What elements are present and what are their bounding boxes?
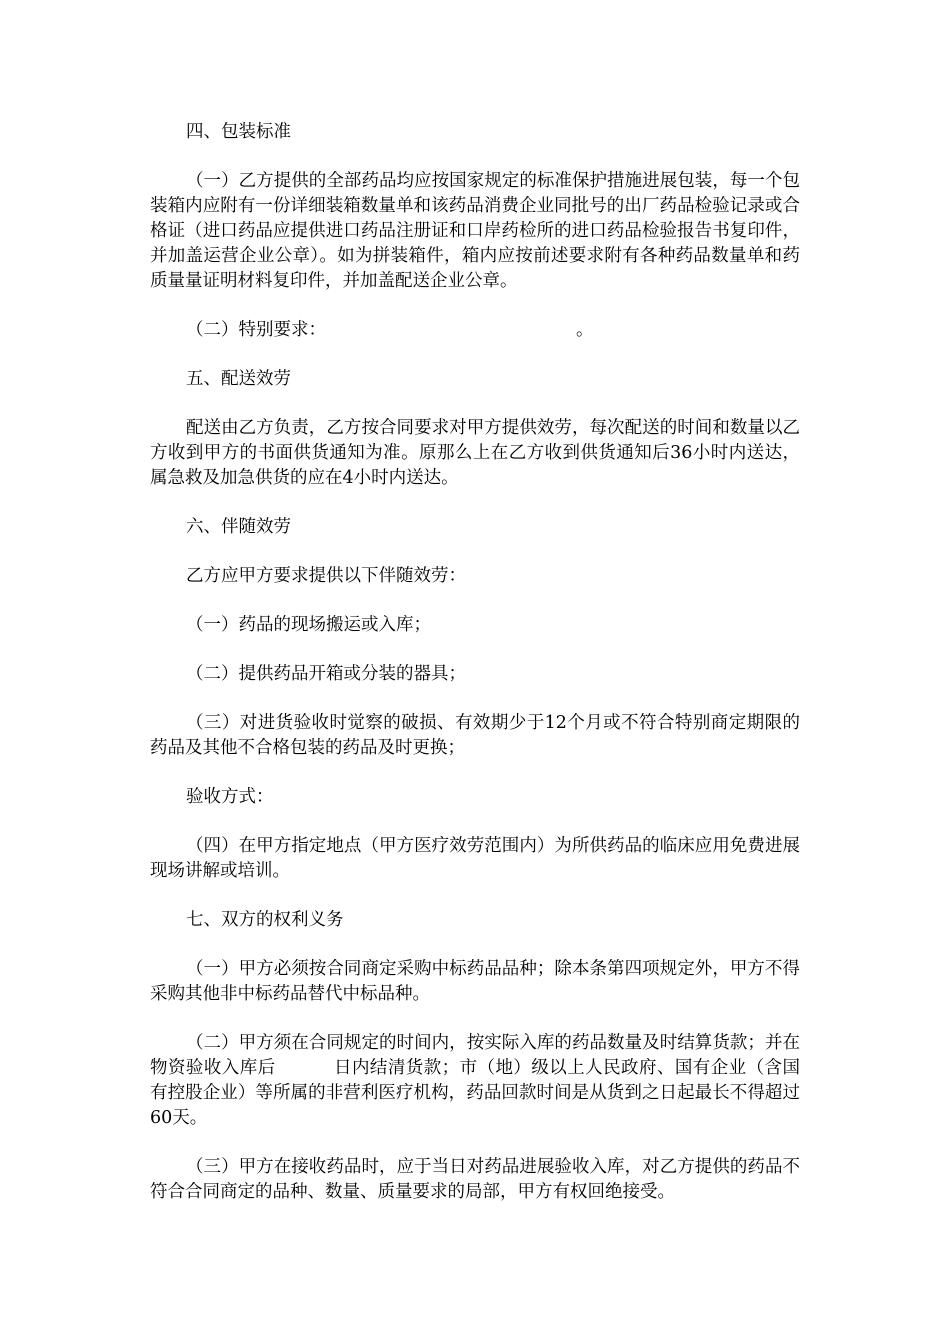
section-6-heading: 六、伴随效劳 [186, 517, 291, 537]
section-5-heading: 五、配送效劳 [186, 369, 291, 389]
section-7-heading: 七、双方的权利义务 [186, 910, 344, 930]
section-6-intro: 乙方应甲方要求提供以下伴随效劳： [186, 566, 466, 586]
section-4-paragraph-2 [150, 318, 800, 343]
section-4-heading: 四、包装标准 [186, 122, 291, 142]
document-page [150, 120, 800, 1229]
section-7-item-2 [150, 1031, 800, 1131]
section-6-item-4: （四）在甲方指定地点（甲方医疗效劳范围内）为所供药品的临床应用免费进展现场讲解或培训。 [150, 836, 800, 881]
payment-clause-start: （二）甲方须在合同规定的时间内，按实际入库的药品数量及时结算货款；并在物资验收入库后 [150, 1033, 800, 1078]
section-5-paragraph-1: 配送由乙方负责，乙方按合同要求对甲方提供效劳，每次配送的时间和数量以乙方收到甲方的书面供货通知为准。原那么上在乙方收到供货通知后36小时内送达，属急救及加急供货的应在4小时内送达。 [150, 418, 800, 488]
section-7-item-3: （三）甲方在接收药品时，应于当日对药品进展验收入库，对乙方提供的药品不符合合同商定的品种、数量、质量要求的局部，甲方有权回绝接受。 [150, 1157, 800, 1202]
payment-clause-end: 日内结清货款；市（地）级以上人民政府、国有企业（含国有控股企业）等所属的非营利医疗机构，药品回款时间是从货到之日起最长不得超过60天。 [150, 1058, 801, 1128]
special-requirements-label: （二）特别要求： [186, 320, 326, 340]
special-requirements-end: 。 [576, 320, 594, 340]
section-6-acceptance: 验收方式： [186, 787, 274, 807]
section-6-item-3: （三）对进货验收时觉察的破损、有效期少于12个月或不符合特别商定期限的药品及其他不合格包装的药品及时更换； [150, 713, 800, 758]
section-7-item-1: （一）甲方必须按合同商定采购中标药品品种；除本条第四项规定外，甲方不得采购其他非中标药品替代中标品种。 [150, 959, 800, 1004]
section-4-paragraph-1: （一）乙方提供的全部药品均应按国家规定的标准保护措施进展包装，每一个包装箱内应附有一份详细装箱数量单和该药品消费企业同批号的出厂药品检验记录或合格证（进口药品应提供进口药品注册证和口岸药检所的进口药品检验报告书复印件，并加盖运营企业公章）。如为拼装箱件，箱内应按前述要求附有各种药品数量单和药质量量证明材料复印件，并加盖配送企业公章。 [150, 171, 800, 291]
section-6-item-2: （二）提供药品开箱或分装的器具； [186, 664, 466, 684]
section-6-item-1: （一）药品的现场搬运或入库； [186, 615, 431, 635]
